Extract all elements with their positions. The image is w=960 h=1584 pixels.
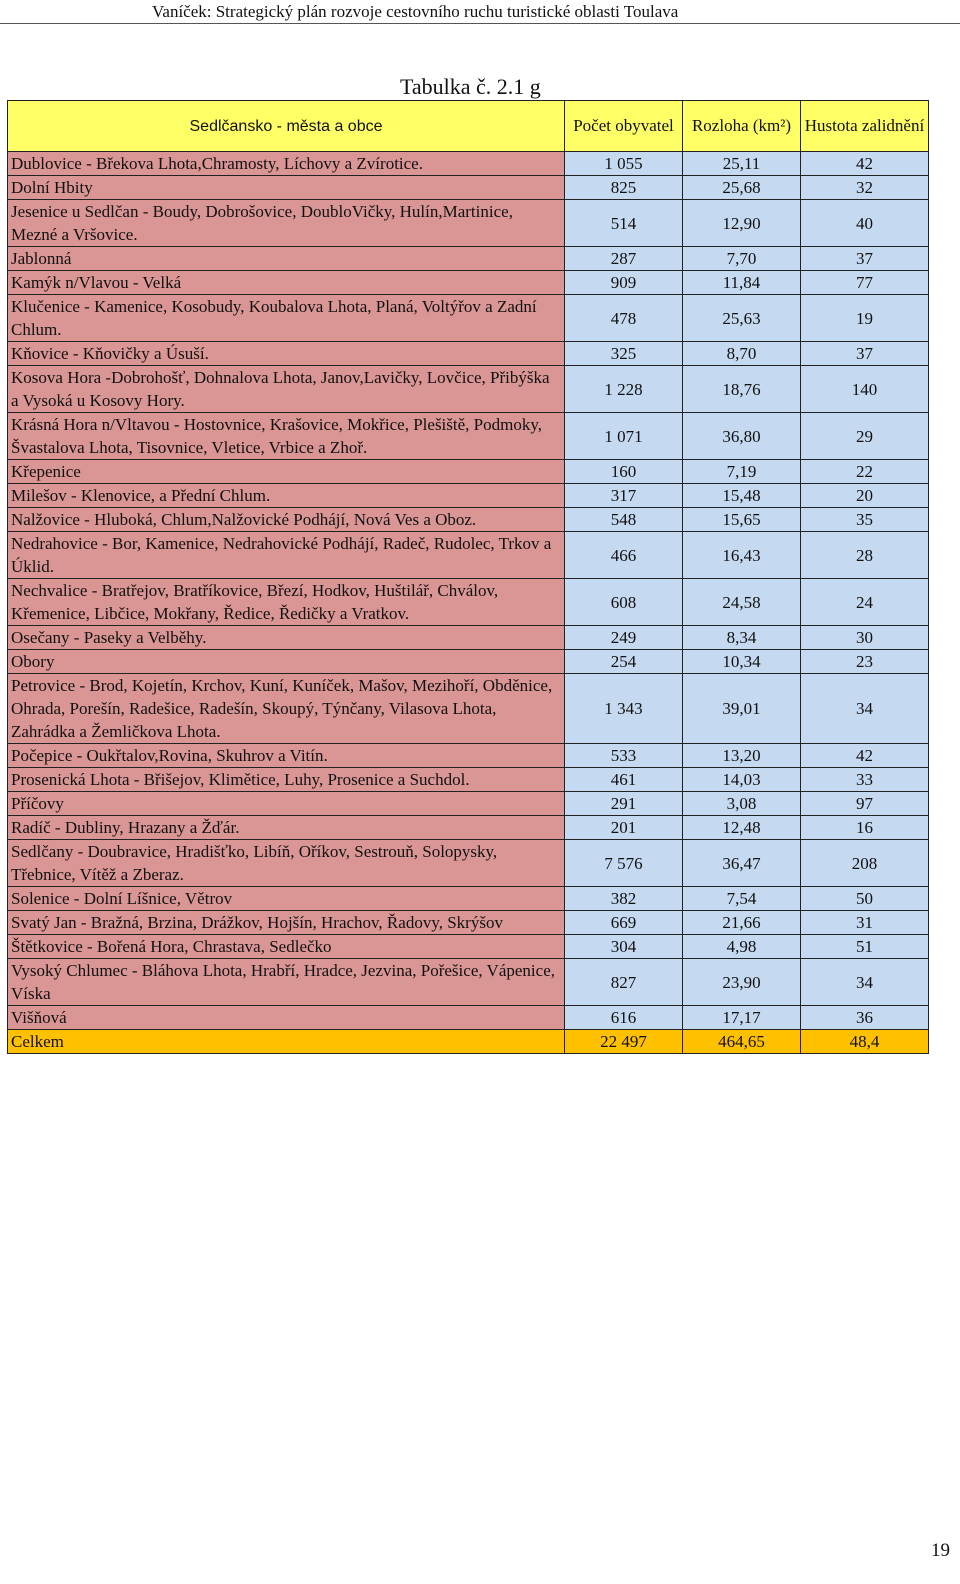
- cell-density: 22: [801, 460, 929, 484]
- cell-municipality: Prosenická Lhota - Břišejov, Klimětice, Luhy, Prosenice a Suchdol.: [8, 768, 565, 792]
- total-population: 22 497: [565, 1030, 683, 1054]
- cell-density: 20: [801, 484, 929, 508]
- cell-density: 40: [801, 200, 929, 247]
- cell-population: 317: [565, 484, 683, 508]
- cell-population: 254: [565, 650, 683, 674]
- table-row: [8, 650, 929, 674]
- cell-area: 4,98: [683, 935, 801, 959]
- table-row: [8, 460, 929, 484]
- table-row: [8, 1006, 929, 1030]
- cell-density: 35: [801, 508, 929, 532]
- total-density: 48,4: [801, 1030, 929, 1054]
- cell-population: 325: [565, 342, 683, 366]
- cell-area: 25,11: [683, 152, 801, 176]
- cell-population: 466: [565, 532, 683, 579]
- cell-density: 36: [801, 1006, 929, 1030]
- cell-density: 51: [801, 935, 929, 959]
- table-row: [8, 532, 929, 579]
- cell-density: 42: [801, 744, 929, 768]
- cell-population: 608: [565, 579, 683, 626]
- cell-municipality: Počepice - Oukřtalov,Rovina, Skuhrov a Vitín.: [8, 744, 565, 768]
- cell-population: 201: [565, 816, 683, 840]
- cell-area: 11,84: [683, 271, 801, 295]
- cell-population: 533: [565, 744, 683, 768]
- cell-population: 825: [565, 176, 683, 200]
- cell-area: 21,66: [683, 911, 801, 935]
- table-row: [8, 674, 929, 744]
- cell-municipality: Vysoký Chlumec - Bláhova Lhota, Hrabří, Hradce, Jezvina, Pořešice, Vápenice, Víska: [8, 959, 565, 1006]
- total-area: 464,65: [683, 1030, 801, 1054]
- cell-municipality: Obory: [8, 650, 565, 674]
- cell-area: 3,08: [683, 792, 801, 816]
- cell-population: 616: [565, 1006, 683, 1030]
- cell-area: 15,48: [683, 484, 801, 508]
- cell-area: 7,54: [683, 887, 801, 911]
- cell-area: 12,48: [683, 816, 801, 840]
- cell-municipality: Osečany - Paseky a Velběhy.: [8, 626, 565, 650]
- cell-density: 33: [801, 768, 929, 792]
- cell-area: 12,90: [683, 200, 801, 247]
- cell-population: 669: [565, 911, 683, 935]
- cell-population: 1 071: [565, 413, 683, 460]
- cell-density: 37: [801, 342, 929, 366]
- cell-area: 25,63: [683, 295, 801, 342]
- cell-density: 34: [801, 959, 929, 1006]
- table-body: [8, 101, 929, 1054]
- cell-municipality: Kosova Hora -Dobrohošť, Dohnalova Lhota, Janov,Lavičky, Lovčice, Přibýška a Vysoká u Kosovy Hory.: [8, 366, 565, 413]
- municipality-table: [7, 100, 929, 1054]
- cell-area: 39,01: [683, 674, 801, 744]
- table-row: [8, 271, 929, 295]
- cell-population: 7 576: [565, 840, 683, 887]
- cell-density: 16: [801, 816, 929, 840]
- table-row: [8, 959, 929, 1006]
- cell-population: 287: [565, 247, 683, 271]
- cell-density: 29: [801, 413, 929, 460]
- table-row: [8, 744, 929, 768]
- table-row: [8, 935, 929, 959]
- table-row: [8, 342, 929, 366]
- cell-population: 304: [565, 935, 683, 959]
- cell-municipality: Krásná Hora n/Vltavou - Hostovnice, Krašovice, Mokřice, Plešiště, Podmoky, Švastalova Lhota, Tisovnice, Vletice, Vrbice a Zhoř.: [8, 413, 565, 460]
- cell-density: 34: [801, 674, 929, 744]
- cell-population: 909: [565, 271, 683, 295]
- table-row: [8, 413, 929, 460]
- table-row: [8, 295, 929, 342]
- cell-area: 17,17: [683, 1006, 801, 1030]
- cell-population: 461: [565, 768, 683, 792]
- cell-density: 28: [801, 532, 929, 579]
- cell-area: 14,03: [683, 768, 801, 792]
- table-caption: Tabulka č. 2.1 g: [400, 74, 541, 99]
- table-row: [8, 200, 929, 247]
- cell-municipality: Štětkovice - Bořená Hora, Chrastava, Sedlečko: [8, 935, 565, 959]
- cell-municipality: Kňovice - Kňovičky a Úsuší.: [8, 342, 565, 366]
- cell-area: 23,90: [683, 959, 801, 1006]
- cell-density: 19: [801, 295, 929, 342]
- table-row: [8, 152, 929, 176]
- header-area: Rozloha (km²): [683, 101, 801, 152]
- cell-area: 8,70: [683, 342, 801, 366]
- cell-municipality: Nechvalice - Bratřejov, Bratříkovice, Březí, Hodkov, Huštilář, Chválov, Křemenice, Libčice, Mokřany, Ředice, Ředičky a Vratkov.: [8, 579, 565, 626]
- total-label: Celkem: [8, 1030, 565, 1054]
- cell-population: 1 228: [565, 366, 683, 413]
- cell-area: 16,43: [683, 532, 801, 579]
- table-row: [8, 176, 929, 200]
- cell-municipality: Svatý Jan - Bražná, Brzina, Drážkov, Hojšín, Hrachov, Řadovy, Skrýšov: [8, 911, 565, 935]
- cell-municipality: Milešov - Klenovice, a Přední Chlum.: [8, 484, 565, 508]
- cell-population: 548: [565, 508, 683, 532]
- cell-density: 77: [801, 271, 929, 295]
- cell-area: 25,68: [683, 176, 801, 200]
- cell-area: 36,80: [683, 413, 801, 460]
- cell-municipality: Nalžovice - Hluboká, Chlum,Nalžovické Podhájí, Nová Ves a Oboz.: [8, 508, 565, 532]
- cell-municipality: Klučenice - Kamenice, Kosobudy, Koubalova Lhota, Planá, Voltýřov a Zadní Chlum.: [8, 295, 565, 342]
- table-row: [8, 792, 929, 816]
- running-header: [0, 0, 960, 24]
- cell-area: 7,19: [683, 460, 801, 484]
- cell-population: 291: [565, 792, 683, 816]
- table-row: [8, 840, 929, 887]
- total-row: [8, 1030, 929, 1054]
- table-row: [8, 768, 929, 792]
- cell-municipality: Křepenice: [8, 460, 565, 484]
- cell-area: 36,47: [683, 840, 801, 887]
- cell-density: 42: [801, 152, 929, 176]
- cell-area: 15,65: [683, 508, 801, 532]
- cell-municipality: Kamýk n/Vlavou - Velká: [8, 271, 565, 295]
- cell-area: 24,58: [683, 579, 801, 626]
- cell-area: 13,20: [683, 744, 801, 768]
- cell-population: 160: [565, 460, 683, 484]
- cell-density: 50: [801, 887, 929, 911]
- running-title: Vaníček: Strategický plán rozvoje cestovního ruchu turistické oblasti Toulava: [152, 2, 679, 21]
- table-row: [8, 626, 929, 650]
- cell-municipality: Sedlčany - Doubravice, Hradišťko, Libíň, Oříkov, Sestrouň, Solopysky, Třebnice, Vítěž a Zberaz.: [8, 840, 565, 887]
- cell-population: 478: [565, 295, 683, 342]
- cell-area: 18,76: [683, 366, 801, 413]
- table-row: [8, 579, 929, 626]
- cell-density: 24: [801, 579, 929, 626]
- cell-municipality: Dolní Hbity: [8, 176, 565, 200]
- cell-area: 10,34: [683, 650, 801, 674]
- cell-density: 23: [801, 650, 929, 674]
- table-row: [8, 508, 929, 532]
- table-header-row: [8, 101, 929, 152]
- header-density: Hustota zalidnění: [801, 101, 929, 152]
- header-name: Sedlčansko - města a obce: [8, 101, 565, 152]
- cell-population: 1 343: [565, 674, 683, 744]
- cell-municipality: Višňová: [8, 1006, 565, 1030]
- cell-density: 31: [801, 911, 929, 935]
- table-row: [8, 911, 929, 935]
- table-row: [8, 484, 929, 508]
- cell-density: 140: [801, 366, 929, 413]
- cell-population: 827: [565, 959, 683, 1006]
- header-population: Počet obyvatel: [565, 101, 683, 152]
- cell-municipality: Dublovice - Břekova Lhota,Chramosty, Líchovy a Zvírotice.: [8, 152, 565, 176]
- cell-municipality: Petrovice - Brod, Kojetín, Krchov, Kuní, Kuníček, Mašov, Mezihoří, Obděnice, Ohrada, Porešín, Radešice, Radešín, Skoupý, Týnčany, Vilasova Lhota, Zahrádka a Žemličkova Lhota.: [8, 674, 565, 744]
- table-row: [8, 887, 929, 911]
- page-number: 19: [931, 1540, 950, 1561]
- cell-density: 97: [801, 792, 929, 816]
- cell-municipality: Jesenice u Sedlčan - Boudy, Dobrošovice, DoubloVičky, Hulín,Martinice, Mezné a Vršovice.: [8, 200, 565, 247]
- cell-density: 32: [801, 176, 929, 200]
- table-row: [8, 366, 929, 413]
- cell-population: 1 055: [565, 152, 683, 176]
- cell-municipality: Jablonná: [8, 247, 565, 271]
- cell-density: 30: [801, 626, 929, 650]
- cell-municipality: Nedrahovice - Bor, Kamenice, Nedrahovické Podhájí, Radeč, Rudolec, Trkov a Úklid.: [8, 532, 565, 579]
- cell-area: 8,34: [683, 626, 801, 650]
- cell-density: 37: [801, 247, 929, 271]
- cell-population: 382: [565, 887, 683, 911]
- cell-area: 7,70: [683, 247, 801, 271]
- cell-population: 249: [565, 626, 683, 650]
- cell-municipality: Radíč - Dubliny, Hrazany a Žďár.: [8, 816, 565, 840]
- cell-municipality: Příčovy: [8, 792, 565, 816]
- cell-density: 208: [801, 840, 929, 887]
- table-row: [8, 247, 929, 271]
- cell-population: 514: [565, 200, 683, 247]
- table-row: [8, 816, 929, 840]
- cell-municipality: Solenice - Dolní Líšnice, Větrov: [8, 887, 565, 911]
